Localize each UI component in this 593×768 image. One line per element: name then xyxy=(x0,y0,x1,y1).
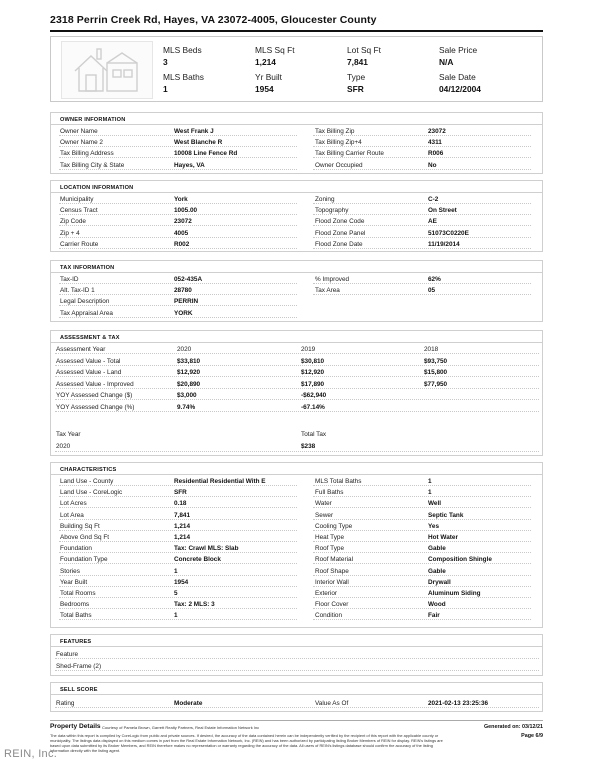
assessment-value: 2018 xyxy=(424,346,439,353)
assessment-value: $77,950 xyxy=(424,380,448,388)
row-divider xyxy=(313,541,531,542)
field-label: Alt. Tax-ID 1 xyxy=(60,287,95,295)
summary-label: Sale Price xyxy=(439,45,478,55)
field-value: Hot Water xyxy=(428,534,458,541)
field-label: Roof Shape xyxy=(315,567,349,575)
field-value: AE xyxy=(428,218,437,226)
field-value: 4311 xyxy=(428,139,442,147)
assessment-label: YOY Assessed Change ($) xyxy=(56,392,133,399)
section-heading: ASSESSMENT & TAX xyxy=(51,331,542,343)
field-label: Tax Billing Carrier Route xyxy=(315,150,384,158)
summary-label: MLS Baths xyxy=(163,72,204,82)
assessment-label: Assessed Value - Land xyxy=(56,369,122,376)
summary-value: 3 xyxy=(163,57,168,67)
data-row xyxy=(51,476,542,487)
field-value: Wood xyxy=(428,601,446,609)
field-value: 1 xyxy=(174,567,178,575)
assessment-row xyxy=(51,356,542,367)
tax-information-section xyxy=(50,260,543,322)
total-tax-value: $238 xyxy=(301,443,316,450)
assessment-row xyxy=(51,390,542,401)
assessment-row xyxy=(51,344,542,355)
field-label: Zip + 4 xyxy=(60,229,80,237)
field-label: Land Use - CoreLogic xyxy=(60,489,123,497)
tax-year-value: 2020 xyxy=(56,443,71,450)
rating-value: Moderate xyxy=(174,700,203,707)
field-label: % Improved xyxy=(315,276,350,283)
assessment-value: $12,920 xyxy=(301,369,325,376)
assessment-value: $33,810 xyxy=(177,357,201,365)
data-row xyxy=(51,532,542,543)
field-label: Topography xyxy=(315,207,349,215)
field-value: Concrete Block xyxy=(174,556,221,564)
assessment-row xyxy=(51,402,542,413)
field-value: 1005.00 xyxy=(174,207,198,215)
field-value: PERRIN xyxy=(174,298,199,306)
field-value: Aluminum Siding xyxy=(428,590,481,597)
field-label: Building Sq Ft xyxy=(60,522,100,530)
data-row xyxy=(51,521,542,532)
row-divider xyxy=(313,597,531,598)
field-label: Above Gnd Sq Ft xyxy=(60,534,110,541)
summary-item xyxy=(255,45,345,67)
assessment-value: $15,800 xyxy=(424,369,448,376)
value-as-of-label: Value As Of xyxy=(315,700,349,707)
field-label: Tax Billing Zip xyxy=(315,128,355,135)
field-label: Census Tract xyxy=(60,207,98,215)
field-value: 23072 xyxy=(174,218,192,226)
field-value: 7,841 xyxy=(174,511,190,519)
row-divider xyxy=(55,670,539,671)
field-label: Legal Description xyxy=(60,298,110,306)
data-row xyxy=(51,285,542,296)
field-label: Bedrooms xyxy=(60,601,90,609)
page-footer xyxy=(50,720,543,753)
field-label: Exterior xyxy=(315,590,338,597)
field-label: Flood Zone Code xyxy=(315,218,365,226)
summary-value: SFR xyxy=(347,84,364,94)
data-row xyxy=(51,554,542,565)
field-label: Stories xyxy=(60,567,80,575)
summary-value: 04/12/2004 xyxy=(439,84,481,94)
row-divider xyxy=(55,376,539,377)
field-label: Lot Acres xyxy=(60,500,87,508)
field-value: Tax: 2 MLS: 3 xyxy=(174,601,215,609)
rating-label: Rating xyxy=(56,700,75,707)
data-row xyxy=(51,487,542,498)
field-value: Drywall xyxy=(428,578,451,586)
data-row xyxy=(51,510,542,521)
sell-score-row xyxy=(51,698,542,709)
field-label: Owner Name 2 xyxy=(60,139,103,147)
row-divider xyxy=(59,575,297,576)
value-as-of: 2021-02-13 23:25:36 xyxy=(428,700,489,707)
summary-label: MLS Sq Ft xyxy=(255,45,295,55)
section-heading: CHARACTERISTICS xyxy=(51,463,542,475)
assessment-value: $17,890 xyxy=(301,380,325,388)
field-value: C-2 xyxy=(428,196,439,203)
assessment-value: 2019 xyxy=(301,346,316,353)
field-value: 11/19/2014 xyxy=(428,240,460,248)
row-divider xyxy=(59,619,297,620)
field-label: Tax Billing Zip+4 xyxy=(315,139,362,147)
page-title: 2318 Perrin Creek Rd, Hayes, VA 23072-4005, Gloucester County xyxy=(50,14,377,26)
total-tax-label: Total Tax xyxy=(301,431,327,438)
summary-label: Yr Built xyxy=(255,72,282,82)
summary-item xyxy=(163,72,253,94)
field-value: YORK xyxy=(174,309,193,317)
watermark: REIN, Inc. xyxy=(4,748,58,760)
field-value: No xyxy=(428,161,437,169)
field-label: Foundation Type xyxy=(60,556,108,564)
data-row xyxy=(51,498,542,509)
field-label: Owner Occupied xyxy=(315,161,363,169)
owner-information-section xyxy=(50,112,543,174)
field-label: Roof Material xyxy=(315,556,354,564)
field-label: Lot Area xyxy=(60,511,84,519)
assessment-value: $12,920 xyxy=(177,369,201,376)
data-row xyxy=(51,126,542,137)
field-value: R006 xyxy=(428,150,444,158)
data-row xyxy=(51,216,542,227)
generated-date: Generated on: 03/12/21 xyxy=(483,724,543,730)
field-value: 1954 xyxy=(174,578,189,586)
summary-label: Sale Date xyxy=(439,72,476,82)
field-value: 5 xyxy=(174,590,178,597)
data-row xyxy=(51,148,542,159)
row-divider xyxy=(313,552,531,553)
assessment-value: -$62,940 xyxy=(301,392,327,399)
field-label: Tax Billing City & State xyxy=(60,161,125,169)
data-row xyxy=(51,194,542,205)
section-heading: SELL SCORE xyxy=(51,683,542,695)
assessment-value: $93,750 xyxy=(424,357,448,365)
summary-item xyxy=(347,72,437,94)
field-value: 05 xyxy=(428,287,436,295)
row-divider xyxy=(55,353,539,354)
field-value: Well xyxy=(428,500,442,508)
assessment-value: $30,810 xyxy=(301,357,325,365)
summary-value: N/A xyxy=(439,57,454,67)
row-divider xyxy=(313,507,531,508)
field-value: 1 xyxy=(428,478,432,485)
assessment-row xyxy=(51,367,542,378)
data-row xyxy=(51,228,542,239)
section-heading: TAX INFORMATION xyxy=(51,261,542,273)
features-section xyxy=(50,634,543,676)
field-label: Carrier Route xyxy=(60,240,99,248)
page-number: Page 6/9 xyxy=(521,733,543,739)
data-row xyxy=(51,308,542,319)
summary-item xyxy=(347,45,437,67)
summary-label: Type xyxy=(347,72,366,82)
assessment-value: 9.74% xyxy=(177,403,196,411)
data-row xyxy=(51,274,542,285)
field-value: 51073C0220E xyxy=(428,229,469,237)
field-value: 4005 xyxy=(174,229,189,237)
field-label: Sewer xyxy=(315,511,334,519)
summary-value: 1 xyxy=(163,84,168,94)
house-placeholder-icon xyxy=(61,41,153,99)
summary-item xyxy=(439,72,529,94)
characteristics-section xyxy=(50,462,543,628)
field-value: 052-435A xyxy=(174,276,203,283)
row-divider xyxy=(55,365,539,366)
summary-label: MLS Beds xyxy=(163,45,202,55)
field-value: 1,214 xyxy=(174,534,190,541)
field-value: 1 xyxy=(174,612,178,620)
summary-item xyxy=(439,45,529,67)
field-label: Full Baths xyxy=(315,489,344,497)
field-label: Flood Zone Date xyxy=(315,240,363,248)
data-row xyxy=(51,599,542,610)
field-value: 10008 Line Fence Rd xyxy=(174,150,238,158)
data-row xyxy=(51,566,542,577)
assessment-value: $20,890 xyxy=(177,380,201,388)
row-divider xyxy=(313,203,531,204)
field-value: West Blanche R xyxy=(174,139,223,147)
row-divider xyxy=(313,519,531,520)
field-value: Gable xyxy=(428,567,446,575)
field-label: Flood Zone Panel xyxy=(315,229,366,237)
field-value: 0.18 xyxy=(174,500,187,508)
field-value: Composition Shingle xyxy=(428,556,492,564)
assessment-value: 2020 xyxy=(177,346,192,353)
row-divider xyxy=(55,658,539,659)
title-rule xyxy=(50,30,543,32)
summary-item xyxy=(255,72,345,94)
field-value: R002 xyxy=(174,240,190,248)
section-heading: OWNER INFORMATION xyxy=(51,113,542,125)
summary-label: Lot Sq Ft xyxy=(347,45,381,55)
field-label: Year Built xyxy=(60,578,88,586)
field-label: Owner Name xyxy=(60,128,98,135)
field-label: Municipality xyxy=(60,196,94,203)
field-value: 1 xyxy=(428,489,432,497)
data-row xyxy=(51,543,542,554)
field-label: Condition xyxy=(315,612,343,620)
assessment-value: $3,000 xyxy=(177,392,197,399)
assessment-label: YOY Assessed Change (%) xyxy=(56,403,135,411)
assessment-label: Assessed Value - Improved xyxy=(56,380,134,388)
field-label: Cooling Type xyxy=(315,522,353,530)
field-value: Fair xyxy=(428,612,440,620)
feature-item: Shed-Frame (2) xyxy=(56,663,102,670)
field-label: MLS Total Baths xyxy=(315,478,362,485)
row-divider xyxy=(55,451,539,452)
data-row xyxy=(51,239,542,250)
feature-row xyxy=(51,649,542,660)
field-label: Tax Billing Address xyxy=(60,150,114,158)
assessment-label: Assessment Year xyxy=(56,346,106,353)
field-value: Hayes, VA xyxy=(174,161,205,169)
field-label: Land Use - County xyxy=(60,478,114,485)
field-value: SFR xyxy=(174,489,187,497)
disclaimer-text: The data within this report is compiled by CoreLogic from public and private sources. If desired, the accuracy of the data contained herein can be independently verified by the recipient of this report with the applicable county or municipality. The listings data displayed on this medium comes in part from the Real Estate Information Network, Inc. (REIN) and has been authorized by participating listing Broker Members of REIN for display. REIN's listings are based upon data submitted by its Broker Members, and REIN therefore makes no representation or warranty regarding the accuracy of the data. All users of REIN's listings database should confirm the accuracy of the listing information directly with the listing agent. xyxy=(50,733,443,753)
summary-value: 7,841 xyxy=(347,57,368,67)
field-value: Yes xyxy=(428,522,440,530)
field-value: 28780 xyxy=(174,287,192,295)
data-row xyxy=(51,137,542,148)
summary-item xyxy=(163,45,253,67)
field-value: West Frank J xyxy=(174,128,214,135)
data-row xyxy=(51,588,542,599)
data-row xyxy=(51,577,542,588)
field-label: Foundation xyxy=(60,545,92,553)
field-label: Zip Code xyxy=(60,218,86,226)
summary-panel xyxy=(50,36,543,102)
data-row xyxy=(51,160,542,171)
row-divider xyxy=(313,496,531,497)
data-row xyxy=(51,296,542,307)
assessment-tax-section xyxy=(50,330,543,456)
data-row xyxy=(51,205,542,216)
feature-row xyxy=(51,661,542,672)
assessment-value: -67.14% xyxy=(301,403,325,411)
field-label: Interior Wall xyxy=(315,578,349,586)
sell-score-section xyxy=(50,682,543,712)
field-value: 23072 xyxy=(428,128,446,135)
summary-value: 1,214 xyxy=(255,57,276,67)
field-value: On Street xyxy=(428,207,457,215)
section-heading: FEATURES xyxy=(51,635,542,647)
field-label: Tax-ID xyxy=(60,276,79,283)
field-label: Tax Area xyxy=(315,287,340,295)
field-label: Water xyxy=(315,500,332,508)
field-label: Floor Cover xyxy=(315,601,349,609)
field-value: 1,214 xyxy=(174,522,190,530)
field-label: Total Baths xyxy=(60,612,92,620)
data-row xyxy=(51,610,542,621)
field-value: 62% xyxy=(428,276,441,283)
assessment-row xyxy=(51,379,542,390)
feature-item: Feature xyxy=(56,651,79,658)
field-value: Septic Tank xyxy=(428,511,464,519)
field-label: Zoning xyxy=(315,196,335,203)
field-label: Tax Appraisal Area xyxy=(60,309,113,317)
row-divider xyxy=(313,294,531,295)
footer-title: Property Details xyxy=(50,723,101,730)
field-value: York xyxy=(174,196,188,203)
section-heading: LOCATION INFORMATION xyxy=(51,181,542,193)
field-value: Tax: Crawl MLS: Slab xyxy=(174,545,239,553)
location-information-section xyxy=(50,180,543,252)
field-label: Roof Type xyxy=(315,545,345,553)
field-label: Heat Type xyxy=(315,534,345,541)
tax-year-label: Tax Year xyxy=(56,431,81,438)
field-label: Total Rooms xyxy=(60,590,96,597)
assessment-label: Assessed Value - Total xyxy=(56,357,121,365)
summary-value: 1954 xyxy=(255,84,274,94)
footer-source: Courtesy of Pamela Brown, Garrett Realty Partners, Real Estate Information Network Inc xyxy=(102,725,260,730)
row-divider xyxy=(313,619,531,620)
field-value: Gable xyxy=(428,545,446,553)
field-value: Residential Residential With E xyxy=(174,478,266,485)
